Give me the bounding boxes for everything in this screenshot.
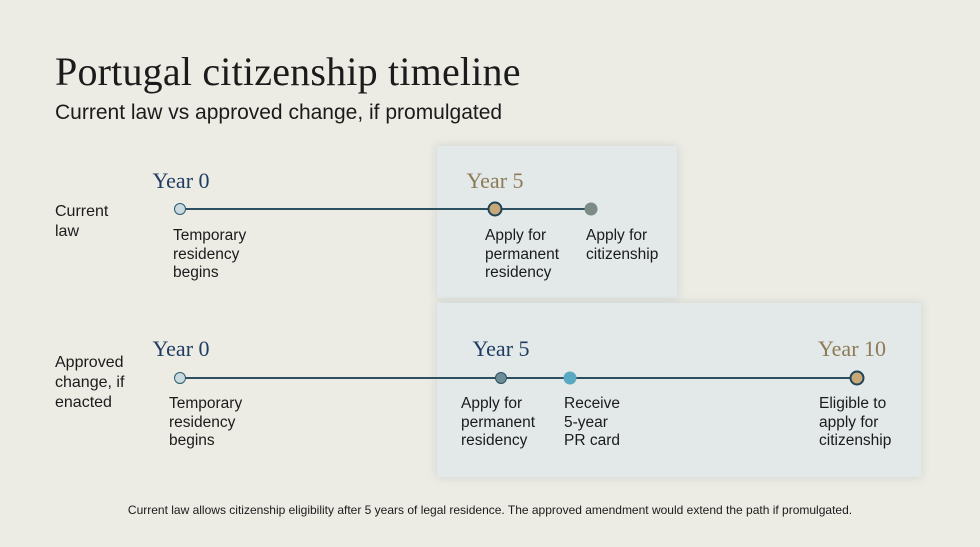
current-start-node <box>174 203 186 215</box>
approved-year-5: Year 5 <box>472 336 530 361</box>
current-citizenship-node <box>585 203 598 216</box>
approved-pr-card-node <box>564 372 577 385</box>
current-year-5: Year 5 <box>466 168 524 193</box>
approved-year-10: Year 10 <box>817 336 887 361</box>
approved-highlight-panel <box>437 303 921 477</box>
current-node-citizenship: Apply for citizenship <box>586 227 659 263</box>
approved-permanent-node <box>495 372 507 384</box>
current-node-permanent: Apply for permanent residency <box>485 227 560 281</box>
footnote: Current law allows citizenship eligibility after 5 years of legal residence. The approved amendment would extend the path if promulgated. <box>127 503 853 517</box>
approved-node-citizenship: Eligible to apply for citizenship <box>819 395 892 449</box>
approved-node-permanent: Apply for permanent residency <box>461 395 536 449</box>
approved-timeline-line <box>180 377 857 379</box>
current-node-temporary: Temporary residency begins <box>173 227 247 281</box>
approved-citizenship-node <box>850 371 865 386</box>
approved-start-node <box>174 372 186 384</box>
approved-node-pr-card: Receive 5-year PR card <box>564 395 620 449</box>
approved-node-temporary: Temporary residency begins <box>169 395 243 449</box>
current-law-label: Current law <box>55 203 109 240</box>
current-year-0: Year 0 <box>152 168 210 193</box>
page-title: Portugal citizenship timeline <box>55 49 521 94</box>
current-permanent-node <box>488 202 503 217</box>
approved-year-0: Year 0 <box>152 336 210 361</box>
current-timeline-line <box>180 208 591 210</box>
approved-change-label: Approved change, if enacted <box>55 354 125 411</box>
page-subtitle: Current law vs approved change, if promulgated <box>55 101 503 124</box>
